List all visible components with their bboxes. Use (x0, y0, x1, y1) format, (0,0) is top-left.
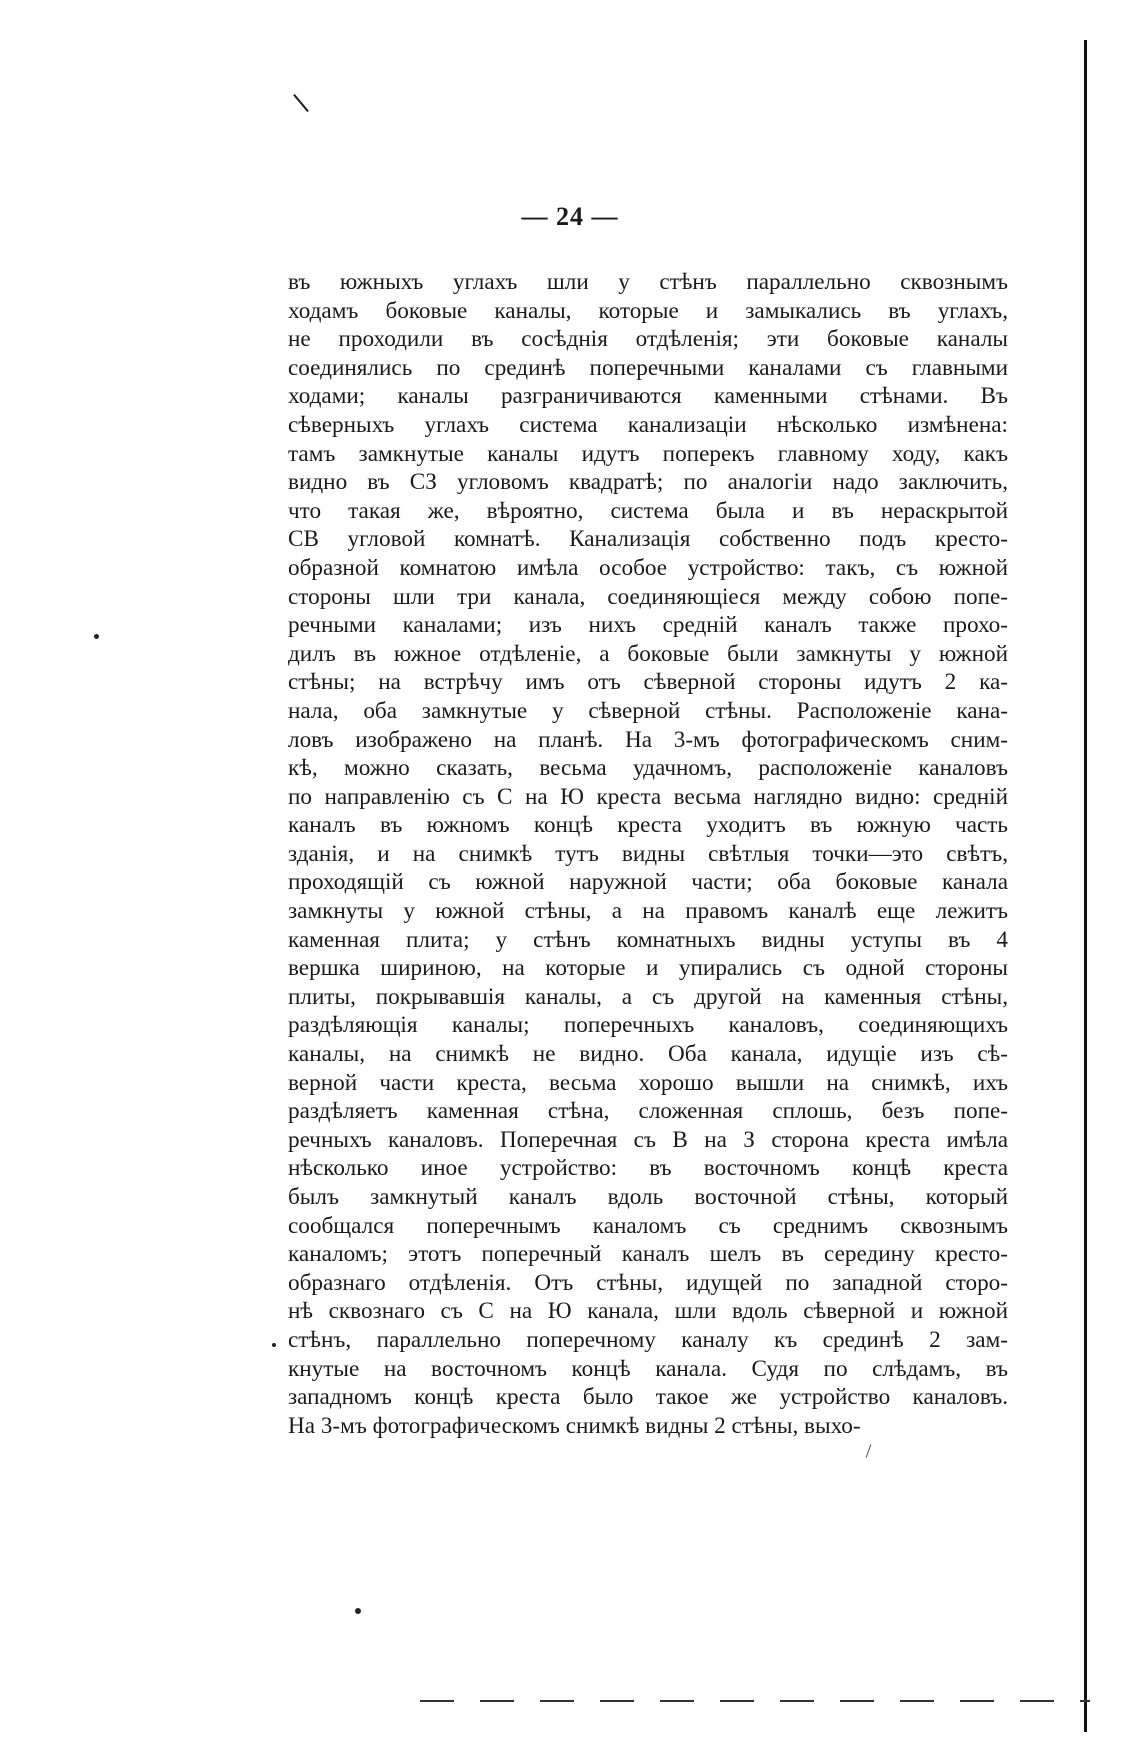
text-line: зданія, и на снимкѣ тутъ видны свѣтлыя точки—это свѣтъ, (288, 840, 1008, 867)
text-line: по направленію съ С на Ю креста весьма наглядно видно: средній (288, 783, 1008, 810)
text-line: сѣверныхъ углахъ система канализаціи нѣсколько измѣнена: (288, 411, 1008, 438)
text-line: каналы, на снимкѣ не видно. Оба канала, идущіе изъ сѣ- (288, 1041, 1008, 1068)
page-number: — 24 — (521, 202, 619, 231)
text-line: не проходили въ сосѣднія отдѣленія; эти боковые каналы (288, 326, 1008, 353)
body-text (288, 268, 1008, 1440)
text-line: каналъ въ южномъ концѣ креста уходитъ въ южную часть (288, 812, 1008, 839)
text-line: На 3-мъ фотографическомъ снимкѣ видны 2 стѣны, выхо- (288, 1412, 861, 1439)
text-line: раздѣляющія каналы; поперечныхъ каналовъ, соединяющихъ (288, 1012, 1008, 1039)
text-line: былъ замкнутый каналъ вдоль восточной стѣны, который (288, 1184, 1008, 1210)
text-line: образной комнатою имѣла особое устройство: такъ, съ южной (288, 554, 1008, 581)
text-line: дилъ въ южное отдѣленіе, а боковые были замкнуты у южной (288, 640, 1008, 667)
text-line: каналомъ; этотъ поперечный каналъ шелъ въ середину кресто- (288, 1241, 1008, 1268)
text-line: ходами; каналы разграничиваются каменными стѣнами. Въ (288, 383, 1008, 410)
text-line: тамъ замкнутые каналы идутъ поперекъ главному ходу, какъ (288, 440, 1008, 467)
text-line: образнаго отдѣленія. Отъ стѣны, идущей по западной сторо- (288, 1269, 1008, 1296)
text-line: соединялись по срединѣ поперечными каналами съ главными (288, 354, 1008, 381)
text-line: кнутые на восточномъ концѣ канала. Судя по слѣдамъ, въ (288, 1355, 1008, 1382)
ink-dot (272, 1343, 276, 1347)
text-line: речныхъ каналовъ. Поперечная съ В на З сторона креста имѣла (288, 1126, 1008, 1153)
text-line: западномъ концѣ креста было такое же устройство каналовъ. (288, 1384, 1008, 1411)
text-line: ходамъ боковые каналы, которые и замыкались въ углахъ, (288, 297, 1008, 324)
ink-dot (355, 1608, 361, 1614)
page-bottom-rule (420, 1700, 1090, 1702)
text-line: что такая же, вѣроятно, система была и въ нераскрытой (288, 497, 1008, 524)
text-line: раздѣляетъ каменная стѣна, сложенная сплошь, безъ попе- (288, 1098, 1008, 1125)
text-line: речными каналами; изъ нихъ средній каналъ также прохо- (288, 612, 1008, 639)
text-line: стороны шли три канала, соединяющіеся между собою попе- (288, 583, 1008, 610)
text-line: замкнуты у южной стѣны, а на правомъ каналѣ еще лежитъ (288, 898, 1008, 925)
ink-dot (94, 634, 99, 639)
text-line: нала, оба замкнутые у сѣверной стѣны. Расположеніе кана- (288, 697, 1008, 724)
text-line: плиты, покрывавшія каналы, а съ другой на каменныя стѣны, (288, 983, 1008, 1010)
text-line: въ южныхъ углахъ шли у стѣнъ параллельно сквознымъ (288, 269, 1008, 295)
page-edge-rule (1084, 40, 1087, 1732)
ink-mark (866, 1444, 872, 1457)
text-line: ловъ изображено на планѣ. На 3-мъ фотографическомъ сним- (288, 726, 1008, 753)
ink-mark (293, 94, 309, 112)
text-line: нѣсколько иное устройство: въ восточномъ концѣ креста (288, 1155, 1008, 1182)
text-line: сообщался поперечнымъ каналомъ съ среднимъ сквознымъ (288, 1212, 1008, 1239)
text-line: каменная плита; у стѣнъ комнатныхъ видны уступы въ 4 (288, 926, 1008, 953)
text-line: стѣны; на встрѣчу имъ отъ сѣверной стороны идутъ 2 ка- (288, 669, 1008, 696)
text-line: проходящій съ южной наружной части; оба боковые канала (288, 869, 1008, 896)
text-line: видно въ СЗ угловомъ квадратѣ; по аналогіи надо заключить, (288, 469, 1008, 496)
text-line: кѣ, можно сказать, весьма удачномъ, расположеніе каналовъ (288, 755, 1008, 782)
text-line: СВ угловой комнатѣ. Канализація собственно подъ кресто- (288, 526, 1008, 553)
text-line: нѣ сквознаго съ С на Ю канала, шли вдоль сѣверной и южной (288, 1298, 1008, 1325)
text-line: вершка шириною, на которые и упирались съ одной стороны (288, 955, 1008, 982)
text-line: стѣнъ, параллельно поперечному каналу къ срединѣ 2 зам- (288, 1326, 1008, 1353)
text-line: верной части креста, весьма хорошо вышли на снимкѣ, ихъ (288, 1069, 1008, 1096)
